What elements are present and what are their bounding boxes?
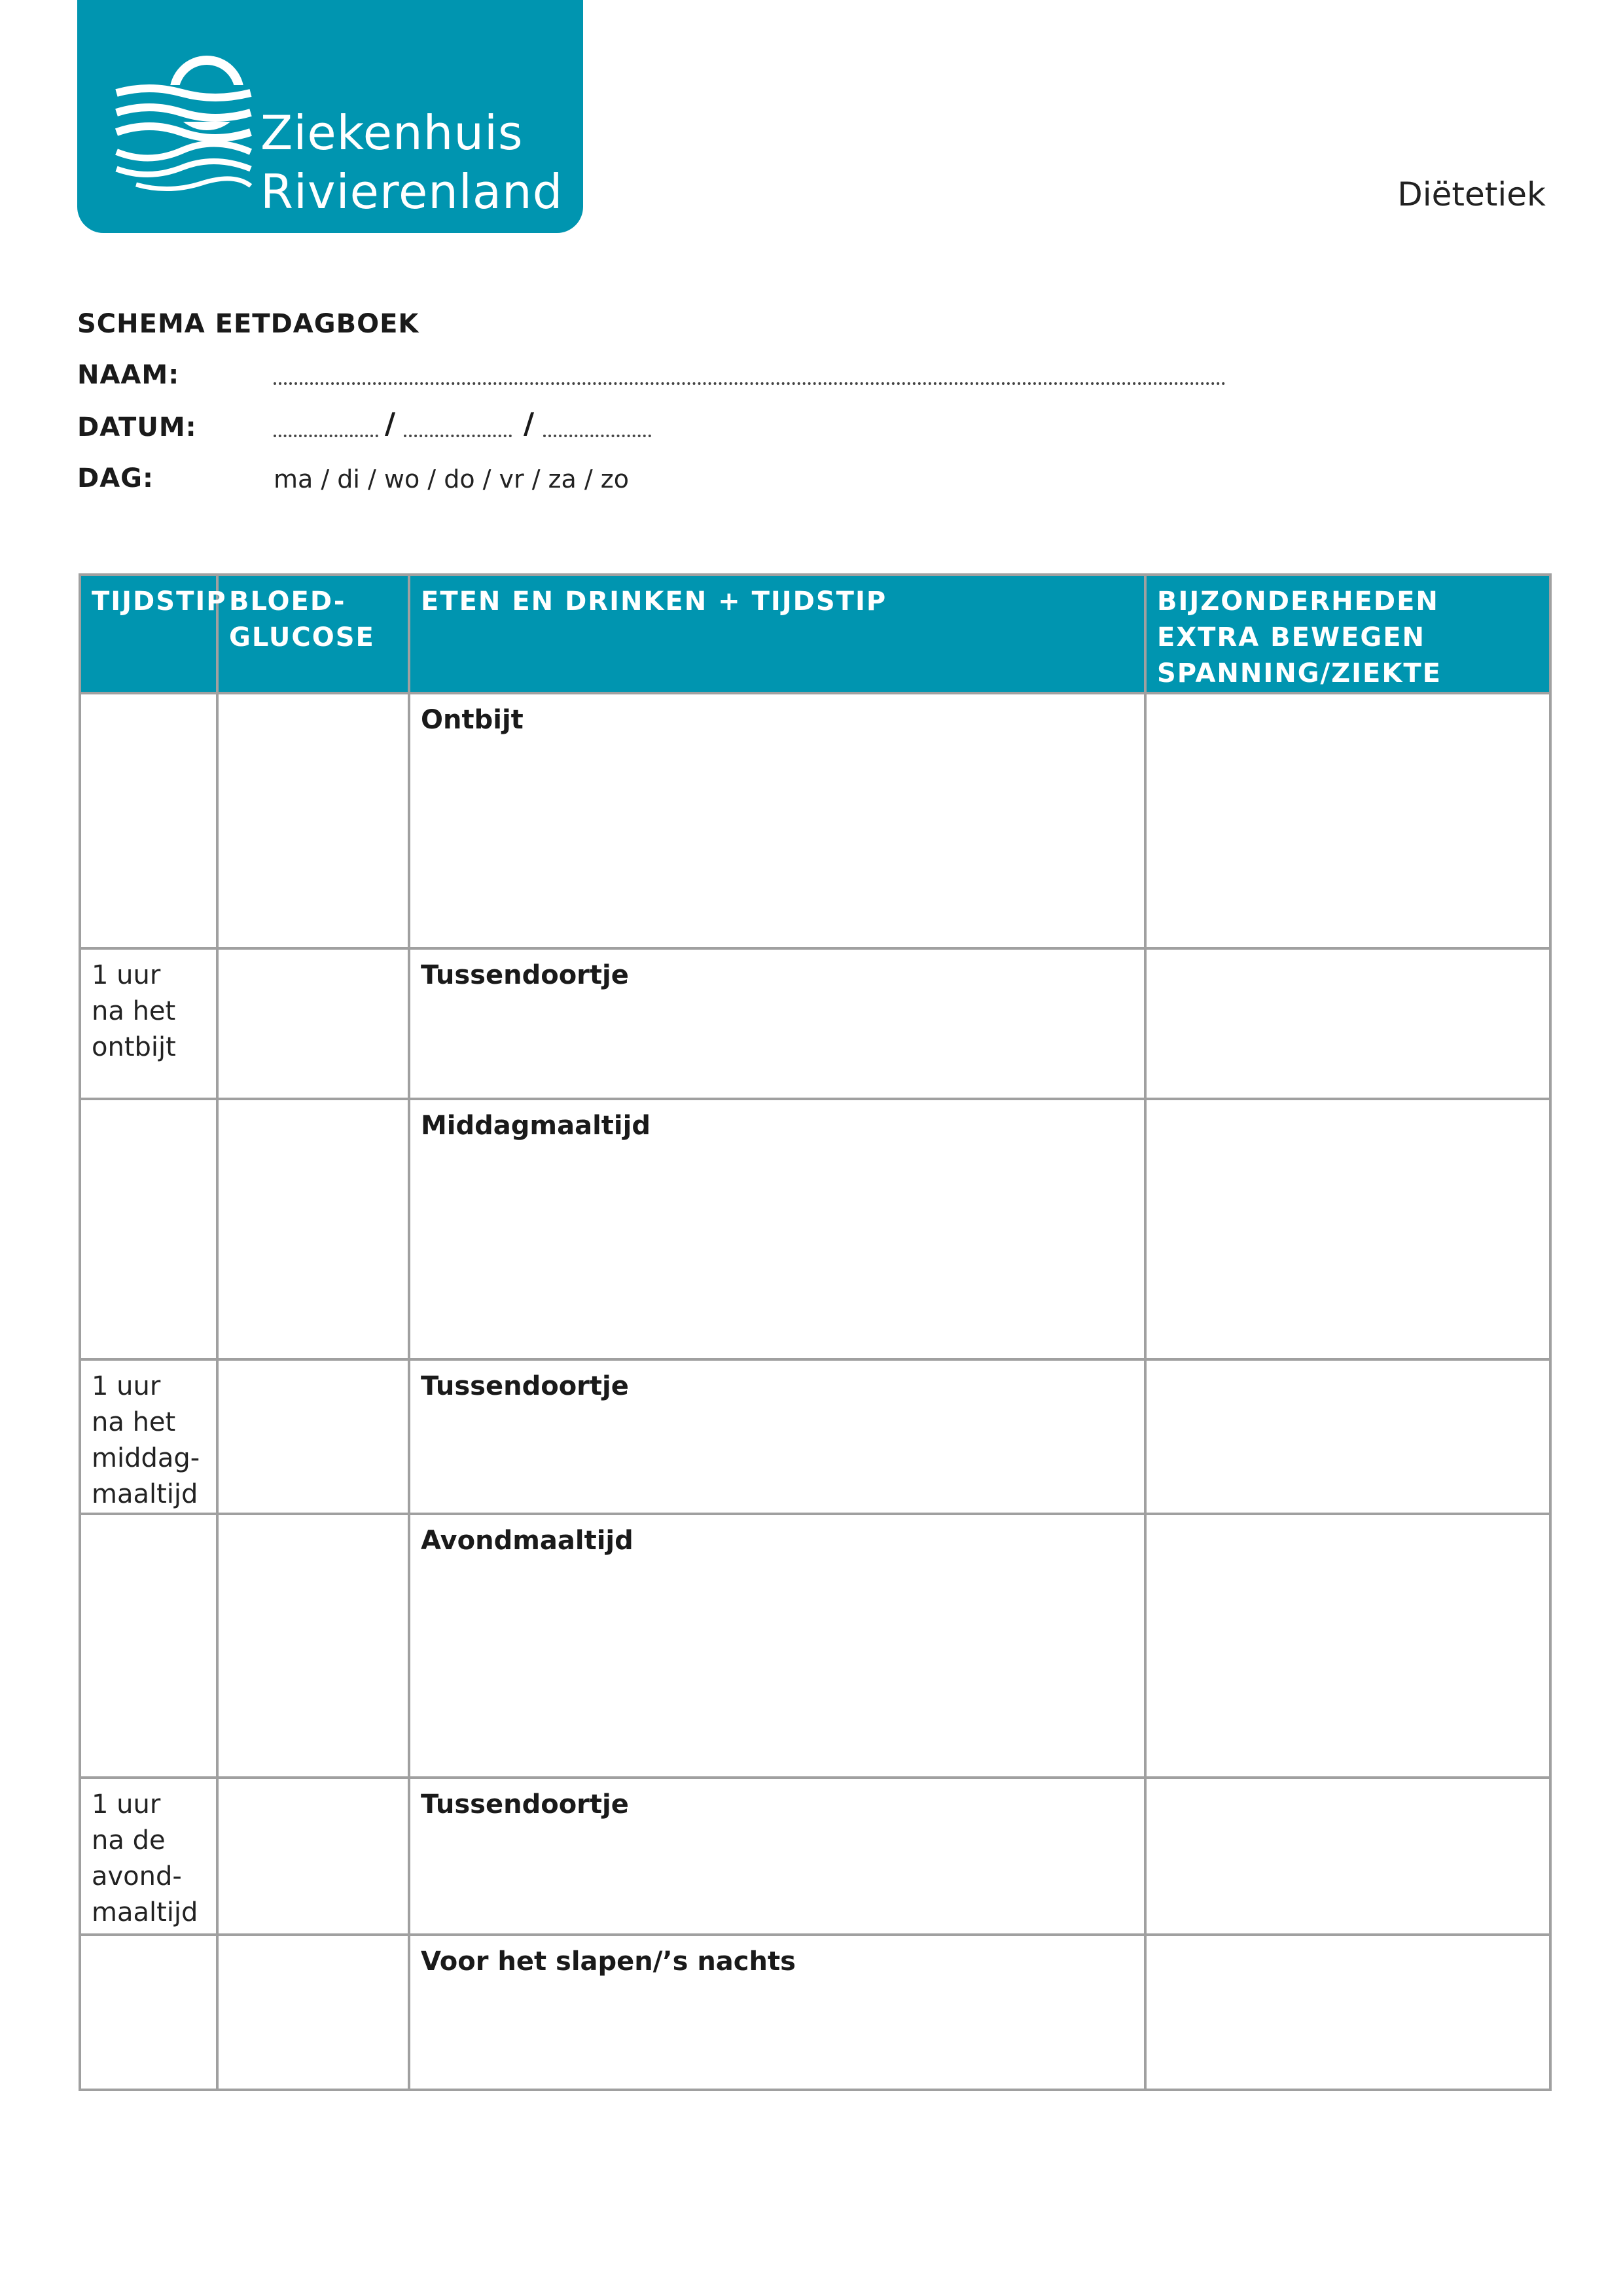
datum-separator-2: / (524, 407, 535, 440)
form-title: SCHEMA EETDAGBOEK (77, 309, 419, 339)
glucose-cell[interactable] (217, 1778, 409, 1935)
logo-line-1: Ziekenhuis (260, 105, 524, 160)
notes-cell[interactable] (1145, 693, 1550, 948)
glucose-cell[interactable] (217, 1099, 409, 1359)
meal-cell[interactable] (409, 1778, 1145, 1935)
notes-cell[interactable] (1145, 1099, 1550, 1359)
header-bloedglucose (217, 575, 409, 693)
time-cell[interactable] (80, 1778, 217, 1935)
datum-day-line[interactable] (274, 435, 378, 437)
time-line: ontbijt (92, 1032, 176, 1062)
header-eten-drinken (409, 575, 1145, 693)
time-line: 1 uur (92, 960, 161, 990)
glucose-cell[interactable] (217, 1359, 409, 1514)
time-line: na het (92, 996, 176, 1026)
time-cell[interactable] (80, 1099, 217, 1359)
header-bijz-line-3: SPANNING/ZIEKTE (1157, 658, 1442, 689)
time-line: 1 uur (92, 1371, 161, 1401)
naam-input-line[interactable] (274, 382, 1226, 385)
header-tijdstip-text: TIJDSTIP (92, 586, 227, 617)
table-row (80, 1935, 1550, 2090)
table-row (80, 1514, 1550, 1778)
department-name: Diëtetiek (1397, 175, 1546, 213)
time-cell[interactable] (80, 693, 217, 948)
notes-cell[interactable] (1145, 1514, 1550, 1778)
header-bloedglucose-line-1: BLOED- (229, 586, 346, 617)
datum-label: DATUM: (77, 412, 197, 442)
glucose-cell[interactable] (217, 1514, 409, 1778)
time-cell[interactable] (80, 948, 217, 1099)
table-row (80, 1099, 1550, 1359)
time-line: na de (92, 1825, 166, 1856)
dag-options[interactable]: ma / di / wo / do / vr / za / zo (274, 465, 629, 493)
time-line: na het (92, 1407, 176, 1437)
glucose-cell[interactable] (217, 948, 409, 1099)
header-eten-text: ETEN EN DRINKEN + TIJDSTIP (421, 586, 887, 617)
datum-separator-1: / (385, 407, 396, 440)
logo-text (260, 103, 563, 221)
meal-cell[interactable] (409, 1514, 1145, 1778)
time-line: maaltijd (92, 1897, 198, 1928)
meal-cell[interactable] (409, 1359, 1145, 1514)
time-line: 1 uur (92, 1789, 161, 1820)
time-cell[interactable] (80, 1514, 217, 1778)
eetdagboek-table (79, 573, 1552, 2091)
meal-label: Tussendoortje (421, 960, 629, 990)
datum-year-line[interactable] (543, 435, 651, 437)
header-bijz-line-1: BIJZONDERHEDEN (1157, 586, 1439, 617)
header-bloedglucose-line-2: GLUCOSE (229, 622, 375, 653)
table-row (80, 1778, 1550, 1935)
time-line: avond- (92, 1861, 182, 1892)
time-line: middag- (92, 1443, 200, 1473)
meal-label: Tussendoortje (421, 1789, 629, 1820)
notes-cell[interactable] (1145, 948, 1550, 1099)
glucose-cell[interactable] (217, 1935, 409, 2090)
meal-cell[interactable] (409, 693, 1145, 948)
hospital-logo (77, 0, 583, 233)
meal-cell[interactable] (409, 1099, 1145, 1359)
glucose-cell[interactable] (217, 693, 409, 948)
logo-line-2: Rivierenland (260, 164, 563, 219)
time-cell[interactable] (80, 1359, 217, 1514)
table-row (80, 948, 1550, 1099)
notes-cell[interactable] (1145, 1935, 1550, 2090)
logo-waves-sun-icon (110, 52, 254, 203)
header-bijz-line-2: EXTRA BEWEGEN (1157, 622, 1426, 653)
time-cell[interactable] (80, 1935, 217, 2090)
meal-label: Avondmaaltijd (421, 1526, 633, 1556)
header-bijzonderheden (1145, 575, 1550, 693)
naam-label: NAAM: (77, 360, 180, 390)
meal-cell[interactable] (409, 948, 1145, 1099)
header-tijdstip (80, 575, 227, 693)
table-row (80, 1359, 1550, 1514)
datum-month-line[interactable] (404, 435, 512, 437)
meal-label: Tussendoortje (421, 1371, 629, 1401)
table-row (80, 693, 1550, 948)
meal-label: Voor het slapen/’s nachts (421, 1946, 796, 1977)
notes-cell[interactable] (1145, 1778, 1550, 1935)
dag-label: DAG: (77, 463, 154, 493)
meal-cell[interactable] (409, 1935, 1145, 2090)
time-line: maaltijd (92, 1479, 198, 1509)
meal-label: Middagmaaltijd (421, 1111, 651, 1141)
notes-cell[interactable] (1145, 1359, 1550, 1514)
meal-label: Ontbijt (421, 705, 524, 735)
table-header-row (80, 575, 1550, 693)
